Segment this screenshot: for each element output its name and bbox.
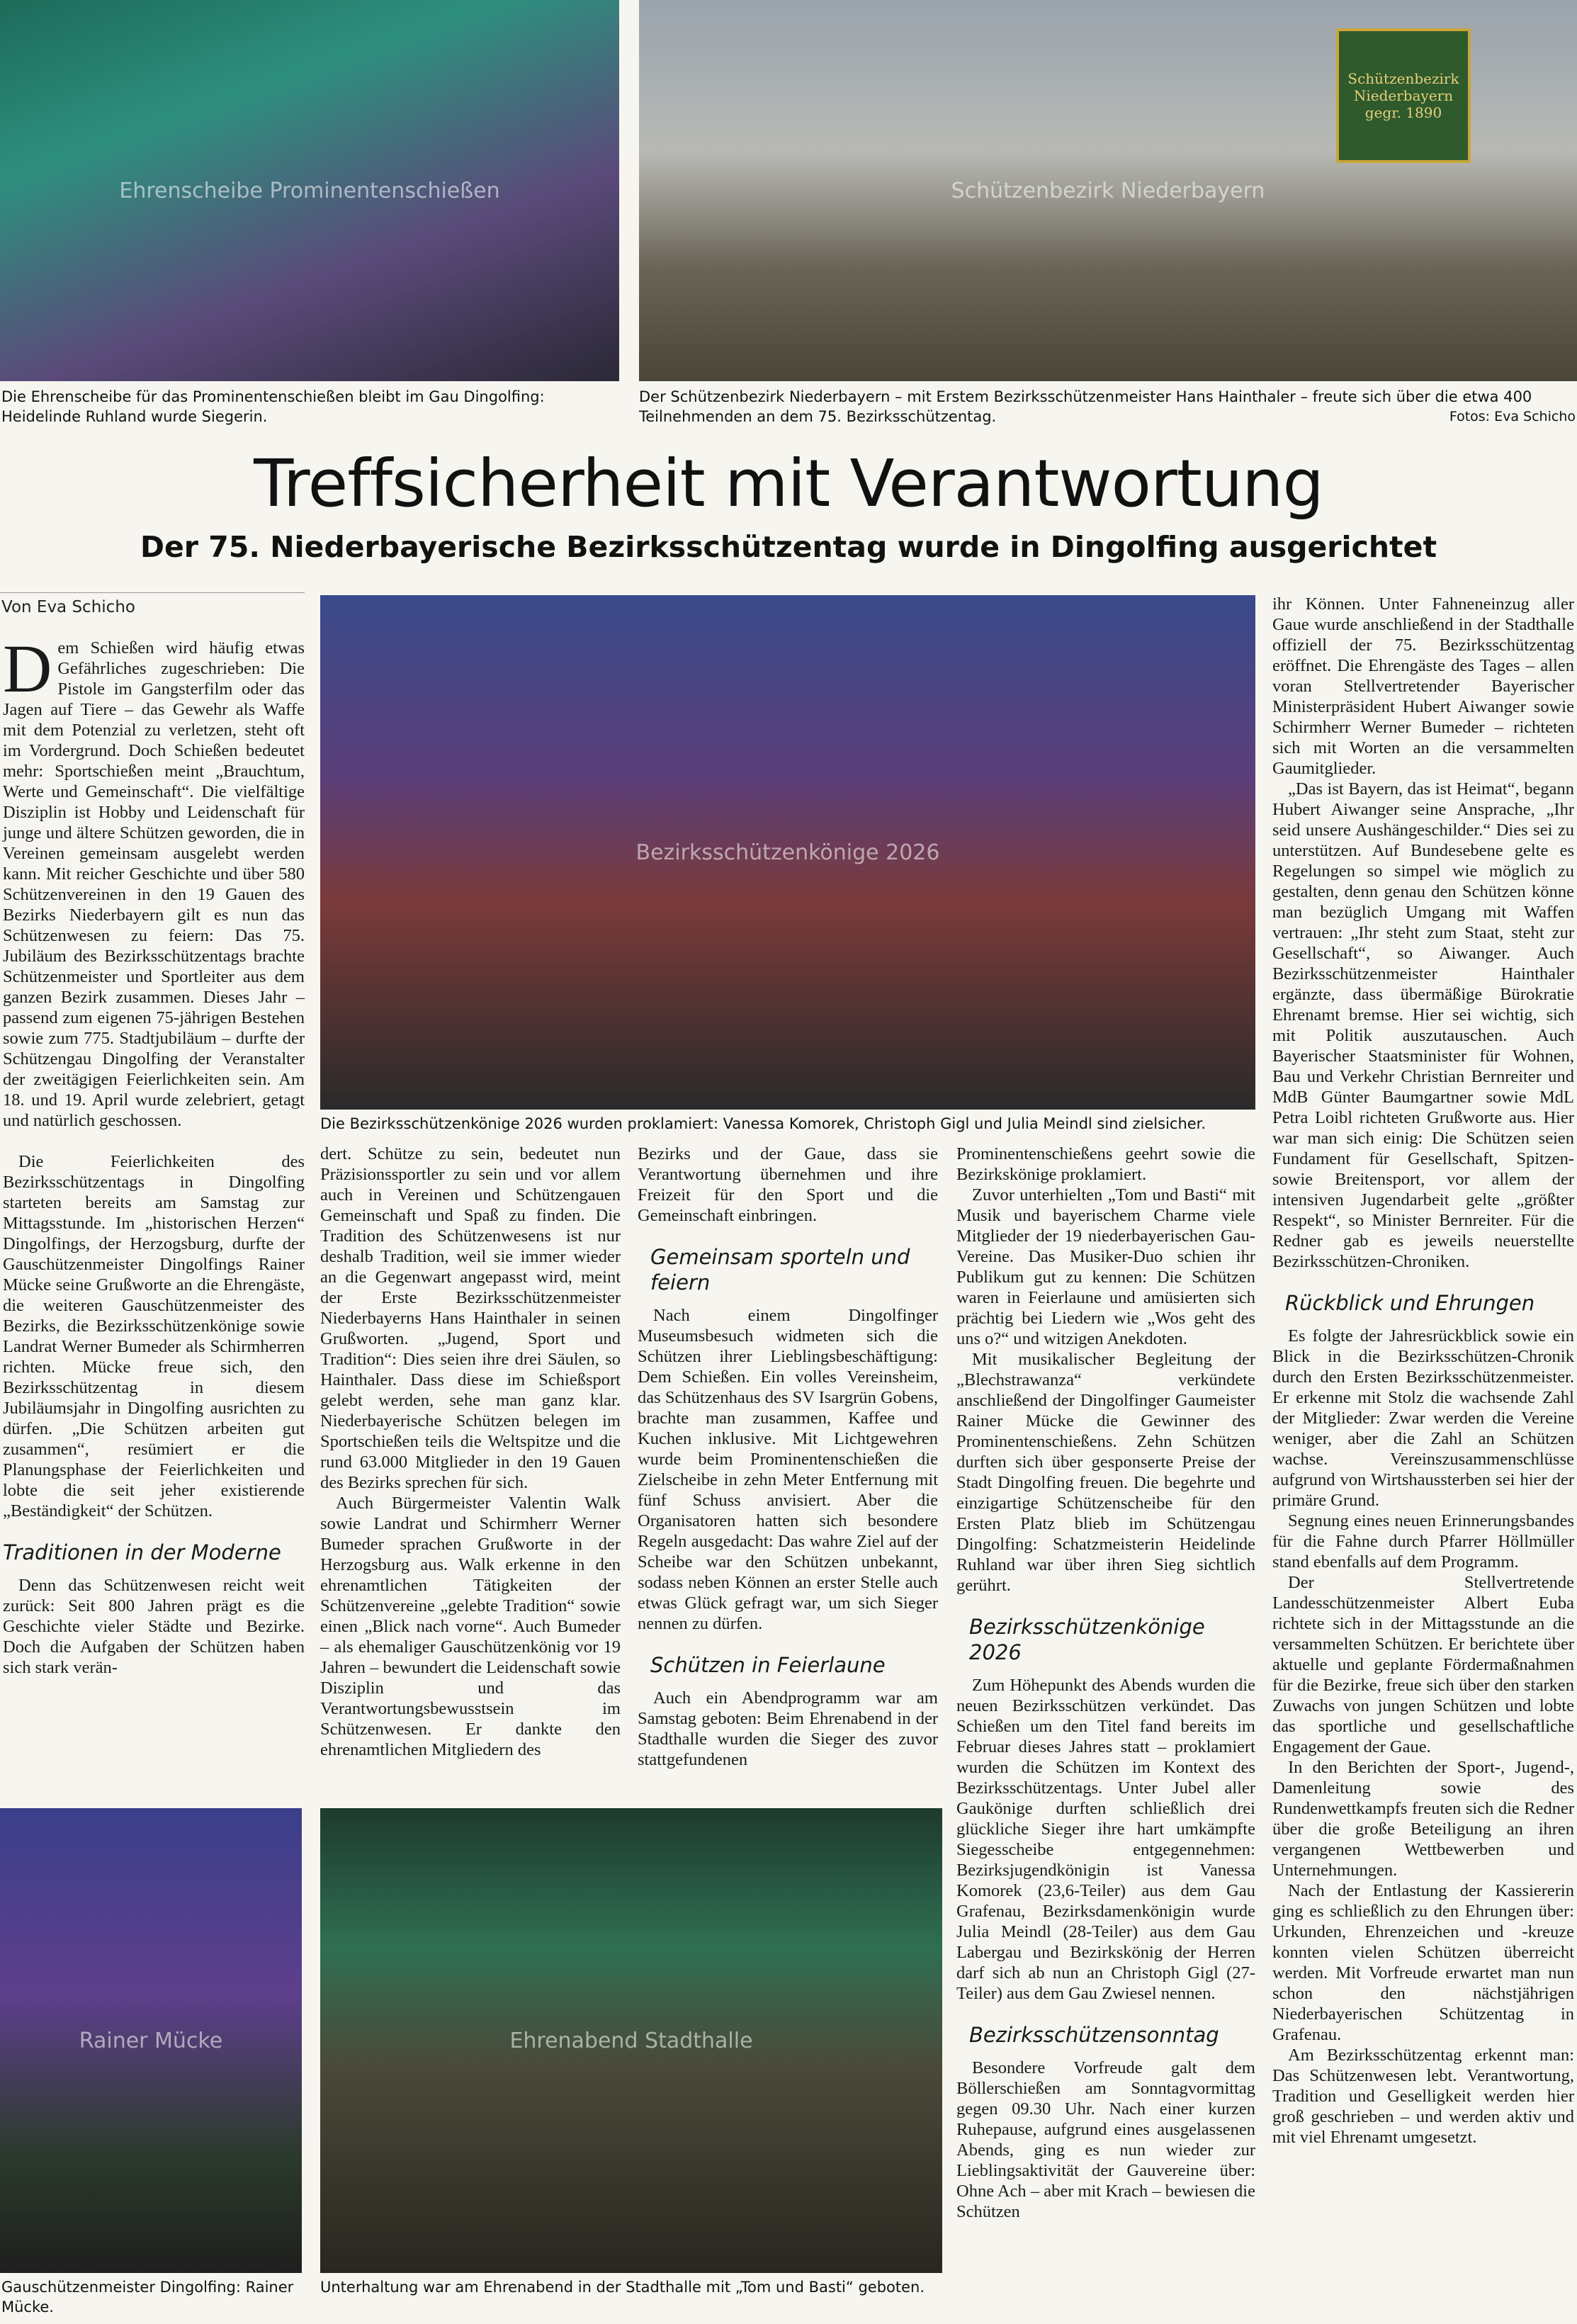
bezirk-banner: Schützenbezirk Niederbayern gegr. 1890	[1336, 28, 1471, 163]
photo-ehrenabend	[320, 1808, 942, 2273]
paragraph: „Das ist Bayern, das ist Heimat“, begann Hubert Aiwanger seine Ansprache, „Ihr seid unsere Aushängeschilder.“ Dies sei zu unterstützen. Auf Bundesebene gelte es Regelungen so simpel wie möglich zu gestalten, denn genau den Schützen könne man bezüglich Umgang mit Waffen vertrauen: „Ihr steht zum Staat, steht zur Gesellschaft“, so Aiwanger. Auch Bezirksschützenmeister Hainthaler ergänzte, dass übermäßige Bürokratie Ehrenamt bremse. Hier sei wichtig, sich mit Politik auszutauschen. Auch Bayerischer Staatsminister für Wohnen, Bau und Verkehr Christian Bernreiter und MdB Günter Baumgartner sowie MdL Petra Loibl richteten Grußworte aus. Hier war man sich einig: Die Schützen seien Fundament für Gesellschaft, Spitzen- sowie Breitensport, vor allem der intensiven Jugendarbeit gelte „größter Respekt“, so Minister Bernreiter. Für die Redner gab es jeweils neuerstellte Bezirksschützen-Chroniken.	[1272, 779, 1574, 1271]
paragraph: Zum Höhepunkt des Abends wurden die neuen Bezirksschützen verkündet. Das Schießen um den Titel fand bereits im Februar dieses Jahres statt – proklamiert wurden die Schützen im Kontext des Bezirksschützentags. Unter Jubel aller Gaukönige durften schließlich drei glückliche Sieger ihre hart umkämpfte Siegesscheibe entgegennehmen: Bezirksjugendkönigin ist Vanessa Komorek (23,6-Teiler) aus dem Gau Grafenau, Bezirksdamenkönigin wurde Julia Meindl (28-Teiler) aus dem Gau Labergau und Bezirkskönig der Herren darf sich ab nun an Christoph Gigl (27-Teiler) aus dem Gau Zwiesel nennen.	[956, 1676, 1255, 2003]
subheading-traditionen: Traditionen in der Moderne	[3, 1540, 281, 1564]
paragraph: ihr Können. Unter Fahneneinzug aller Gaue wurde anschließend in der Stadthalle offiziell der 75. Bezirksschützentag eröffnet. Die Ehrengäste des Tages – allen voran Stellvertretender Bayerischer Ministerpräsident Hubert Aiwanger sowie Schirmherr Werner Bumeder – richteten sich mit Worten an die versammelten Gaumitglieder.	[1272, 594, 1574, 778]
paragraph: In den Berichten der Sport-, Jugend-, Damenleitung sowie des Rundenwettkampfs freuten sich die Redner über die große Beteiligung an ihren vergangenen Wettbewerben und Unternehmungen.	[1272, 1758, 1574, 1880]
subheading-koenige: Bezirksschützenkönige 2026	[969, 1615, 1205, 1664]
paragraph: Prominentenschießens geehrt sowie die Bezirkskönige proklamiert.	[956, 1144, 1255, 1184]
paragraph: Dem Schießen wird häufig etwas Gefährliches zugeschrieben: Die Pistole im Gangsterfilm oder das Jagen auf Tiere – das Gewehr als Waffe mit dem Potenzial zu verletzen, steht oft im Vordergrund. Doch Schießen bedeutet mehr: Sportschießen meint „Brauchtum, Werte und Gemeinschaft“. Die vielfältige Disziplin ist Hobby und Leidenschaft für junge und ältere Schützen geworden, die in Vereinen gemeinsam ausgelebt werden kann. Mit reicher Geschichte und über 580 Schützenvereinen in den 19 Gauen des Bezirks Niederbayern gilt es nun das Schützenwesen zu feiern: Das 75. Jubiläum des Bezirksschützentags brachte Schützenmeister und Sportleiter aus dem ganzen Bezirk zusammen. Dieses Jahr – passend zum eigenen 75-jährigen Bestehen sowie zum 775. Stadtjubiläum – durfte der Schützengau Dingolfing der Veranstalter der zweitägigen Feierlichkeiten sein. Am 18. und 19. April wurde zelebriert, getagt und natürlich geschossen.	[3, 631, 305, 1130]
subheading-sonntag: Bezirksschützensonntag	[969, 2023, 1219, 2047]
photo-rainer-muecke	[0, 1808, 302, 2273]
photo-credit: Fotos: Eva Schicho	[1449, 409, 1576, 424]
photo-alt: Ehrenscheibe Prominentenschießen	[119, 178, 500, 203]
photo-schuetzenbezirk	[639, 0, 1577, 381]
column-1	[3, 631, 305, 1678]
paragraph: Nach einem Dingolfinger Museumsbesuch widmeten sich die Schützen ihrer Lieblingsbeschäftigung: Dem Schießen. Ein volles Vereinsheim, das Schützenhaus des SV Isargrün Gobens, brachte man zusammen, Kaffee und Kuchen inklusive. Mit Lichtgewehren wurde beim Prominentenschießen die Zielscheibe in zehn Meter Entfernung mit fünf Schuss anvisiert. Aber die Organisatoren hatten sich besondere Regeln ausgedacht: Das wahre Ziel auf der Scheibe war den Schützen unbekannt, sodass neben Können an erster Stelle auch etwas Glück gefragt war, um sich Sieger nennen zu dürfen.	[638, 1306, 938, 1633]
caption-top-left: Die Ehrenscheibe für das Prominentenschießen bleibt im Gau Dingolfing: Heidelinde Ruhland wurde Siegerin.	[1, 388, 545, 425]
photo-alt: Schützenbezirk Niederbayern	[951, 178, 1265, 203]
paragraph: Auch ein Abendprogramm war am Samstag geboten: Beim Ehrenabend in der Stadthalle wurden die Sieger des zuvor stattgefundenen	[638, 1688, 938, 1769]
caption-top-right: Der Schützenbezirk Niederbayern – mit Erstem Bezirksschützenmeister Hans Hainthaler – freute sich über die etwa 400 Teilnehmenden an dem 75. Bezirksschützentag.	[639, 388, 1532, 425]
column-4	[956, 1144, 1255, 2222]
photo-bezirksschuetzenkoenige	[320, 595, 1255, 1110]
subheading-feierlaune: Schützen in Feierlaune	[650, 1653, 886, 1677]
caption-bottom-center: Unterhaltung war am Ehrenabend in der Stadthalle mit „Tom und Basti“ geboten.	[320, 2279, 925, 2296]
dropcap: D	[3, 631, 52, 706]
caption-bottom-left: Gauschützenmeister Dingolfing: Rainer Mücke.	[1, 2279, 294, 2315]
photo-ehrenscheibe	[0, 0, 619, 381]
paragraph: Die Feierlichkeiten des Bezirksschützentags in Dingolfing starteten bereits am Samstag zur Mittagsstunde. Im „historischen Herzen“ Dingolfings, der Herzogsburg, durfte der Gauschützenmeister Dingolfings Rainer Mücke seine Grußworte an die Ehrengäste, die weiteren Gauschützenmeister des Bezirks, die Bezirksschützenkönige sowie Landrat Werner Bumeder als Schirmherren richten. Mücke freue sich, den Bezirksschützentag in diesem Jubiläumsjahr in Dingolfing ausrichten zu dürfen. „Die Schützen arbeiten gut zusammen“, resümiert er die Planungsphase der Feierlichkeiten und lobte die seit jeher existierende „Beständigkeit“ der Schützen.	[3, 1152, 305, 1521]
photo-alt: Ehrenabend Stadthalle	[509, 2028, 753, 2053]
subheading-rueckblick: Rückblick und Ehrungen	[1285, 1291, 1535, 1315]
paragraph: Nach der Entlastung der Kassiererin ging es schließlich zu den Ehrungen über: Urkunden, Ehrenzeichen und -kreuze konnten vielen Schützen überreicht werden. Mit Vorfreude erwartet man nun schon den nächstjährigen Niederbayerischen Schützentag in Grafenau.	[1272, 1881, 1574, 2044]
photo-alt: Bezirksschützenkönige 2026	[635, 840, 940, 865]
paragraph: Segnung eines neuen Erinnerungsbandes für die Fahne durch Pfarrer Höllmüller stand ebenfalls auf dem Programm.	[1272, 1511, 1574, 1572]
byline-divider	[0, 592, 305, 593]
paragraph: Auch Bürgermeister Valentin Walk sowie Landrat und Schirmherr Werner Bumeder sprachen Grußworte in der Herzogsburg aus. Walk erkenne in den ehrenamtlichen Tätigkeiten der Schützenvereine „gelebte Tradition“ sowie einen „Blick nach vorne“. Auch Bumeder – als ehemaliger Gauschützenkönig vor 19 Jahren – bewundert die Leidenschaft sowie Disziplin und das Verantwortungsbewusstsein im Schützenwesen. Er dankte den ehrenamtlichen Mitgliedern des	[320, 1494, 621, 1759]
paragraph: Bezirks und der Gaue, dass sie Verantwortung übernehmen und ihre Freizeit für den Sport und die Gemeinschaft einbringen.	[638, 1144, 938, 1225]
headline: Treffsicherheit mit Verantwortung	[254, 446, 1323, 521]
paragraph: Es folgte der Jahresrückblick sowie ein Blick in die Bezirksschützen-Chronik durch den Ersten Bezirksschützenmeister. Er erkenne mit Stolz die wachsende Zahl der Mitglieder: Zwar werden die Vereine weniger, aber die Zahl an Schützen wachse. Vereinszusammenschlüsse aufgrund von Wirtshaussterben sei hier der primäre Grund.	[1272, 1326, 1574, 1510]
paragraph: Der Stellvertretende Landesschützenmeister Albert Euba richtete sich in der Mittagsstunde an die versammelten Schützen. Er berichtete über aktuelle und geplante Fördermaßnahmen für die Bezirke, freue sich über den starken Zuwachs von jungen Schützen und lobte das sportliche und gesellschaftliche Engagement der Gaue.	[1272, 1573, 1574, 1756]
column-5	[1272, 594, 1574, 2148]
byline: Von Eva Schicho	[1, 598, 135, 616]
paragraph: Mit musikalischer Begleitung der „Blechstrawanza“ verkündete anschließend der Dingolfinger Gaumeister Rainer Mücke die Gewinner des Prominentenschießens. Zehn Schützen durften sich über gesponserte Preise der Stadt Dingolfing freuen. Die begehrte und einzigartige Schützenscheibe für den Ersten Platz blieb im Schützengau Dingolfing: Schatzmeisterin Heidelinde Ruhland war über ihren Sieg sichtlich gerührt.	[956, 1350, 1255, 1595]
paragraph: dert. Schütze zu sein, bedeutet nun Präzisionssportler zu sein und vor allem auch in Vereinen und Schützengauen Gemeinschaft und Spaß zu finden. Die Tradition des Schützenwesens ist nur deshalb Tradition, weil sie immer wieder an die Gegenwart angepasst wird, meint der Erste Bezirksschützenmeister Niederbayerns Hans Hainthaler in seinen Grußworten. „Jugend, Sport und Tradition“: Dies seien ihre drei Säulen, so Hainthaler. Dass diese im Schießsport gelebt werden, sehe man ganz klar. Niederbayerische Schützen belegen im Sportschießen teils die Weltspitze und die rund 63.000 Mitglieder in den 19 Gauen des Bezirks sprechen für sich.	[320, 1144, 621, 1492]
photo-alt: Rainer Mücke	[79, 2028, 223, 2053]
paragraph: Zuvor unterhielten „Tom und Basti“ mit Musik und bayerischem Charme viele Mitglieder der 19 niederbayerischen Gau-Vereine. Das Musiker-Duo schien ihr Publikum gut zu kennen: Die Schützen waren in Feierlaune und amüsierten sich prächtig bei Liedern wie „Wos geht des uns o?“ und witzigen Anekdoten.	[956, 1185, 1255, 1348]
column-2	[320, 1144, 621, 1760]
caption-center: Die Bezirksschützenkönige 2026 wurden proklamiert: Vanessa Komorek, Christoph Gigl und Julia Meindl sind zielsicher.	[320, 1115, 1206, 1132]
paragraph: Besondere Vorfreude galt dem Böllerschießen am Sonntagvormittag gegen 09.30 Uhr. Nach einer kurzen Ruhepause, aufgrund eines ausgelassenen Abends, ging es nun wieder zur Lieblingsaktivität der Gauvereine über: Ohne Ach – aber mit Krach – bewiesen die Schützen	[956, 2058, 1255, 2221]
paragraph: Am Bezirksschützentag erkennt man: Das Schützenwesen lebt. Verantwortung, Tradition und Geselligkeit werden hier groß geschrieben – und werden aktiv und mit viel Ehrenamt umgesetzt.	[1272, 2046, 1574, 2147]
paragraph: Denn das Schützenwesen reicht weit zurück: Seit 800 Jahren prägt es die Geschichte vieler Städte und Bezirke. Doch die Aufgaben der Schützen haben sich stark verän-	[3, 1576, 305, 1677]
subheadline: Der 75. Niederbayerische Bezirksschützentag wurde in Dingolfing ausgerichtet	[140, 530, 1437, 564]
column-3	[638, 1144, 938, 1770]
subheading-gemeinsam: Gemeinsam sporteln und feiern	[650, 1245, 910, 1294]
